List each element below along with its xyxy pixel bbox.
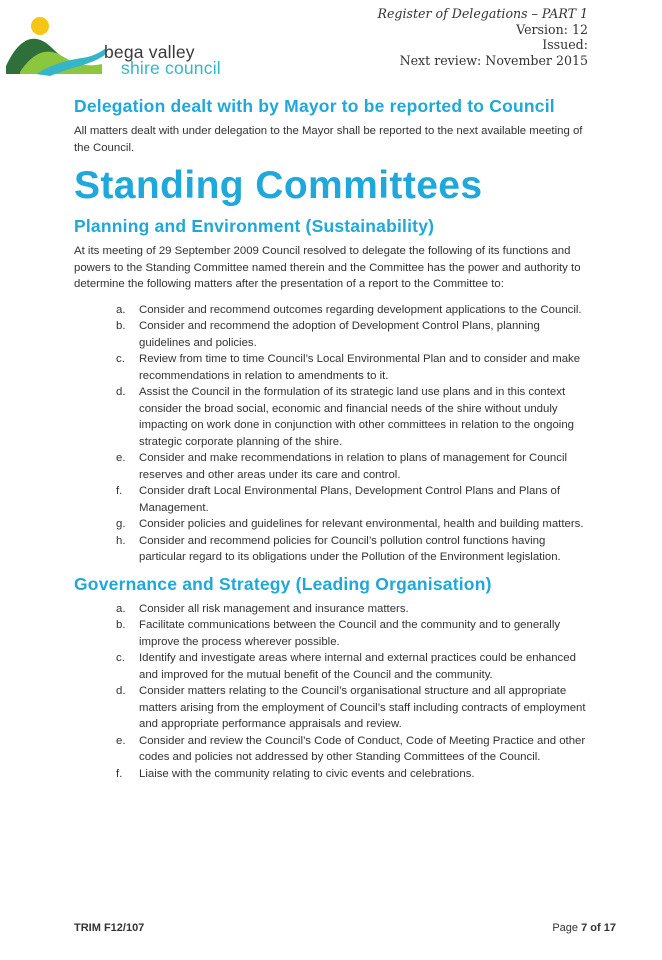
list-item-text: Consider all risk management and insurance matters.	[139, 602, 409, 615]
list-marker: a.	[116, 602, 126, 615]
page-current: 7	[581, 922, 588, 934]
list-item-text: Facilitate communications between the Council and the community and to generally improve the process wherever possible.	[139, 619, 561, 648]
list-item-text: Consider policies and guidelines for relevant environmental, health and building matters.	[139, 518, 584, 530]
list-item-text: Consider draft Local Environmental Plans, Development Control Plans and Plans of Management.	[139, 485, 561, 514]
list-marker: f.	[116, 485, 123, 497]
list-item	[74, 450, 594, 483]
list-marker: b.	[116, 619, 126, 631]
issued-label: Issued:	[542, 37, 588, 52]
trim-reference: TRIM F12/107	[74, 922, 145, 934]
list-item	[74, 302, 594, 319]
page-total: 17	[603, 922, 616, 934]
list-item	[74, 533, 594, 566]
list-item	[74, 766, 594, 783]
list-item	[74, 683, 594, 733]
logo-hills-icon	[6, 14, 106, 76]
page-of: of	[590, 922, 601, 934]
document-meta	[377, 6, 588, 68]
page-number	[552, 922, 616, 934]
list-item	[74, 351, 594, 384]
list-marker: d.	[116, 685, 126, 697]
mayor-paragraph: All matters dealt with under delegation to the Mayor shall be reported to the next available meeting of the Council.	[74, 125, 583, 154]
logo-text-line1: bega valley	[104, 42, 195, 62]
mayor-heading: Delegation dealt with by Mayor to be reported to Council	[74, 96, 555, 116]
list-item-text: Identify and investigate areas where internal and external practices could be enhanced and improved for the mutual benefit of the Council and the community.	[139, 652, 576, 681]
version-label: Version: 12	[516, 21, 588, 37]
planning-list	[74, 302, 594, 566]
list-item-text: Assist the Council in the formulation of its strategic land use plans and in this context consider the broad social, economic and financial needs of the shire without unduly impacting on work done in conjunction with other committees in relation to the ongoing strategic corporate planning of the shire.	[139, 386, 574, 448]
standing-committees-title: Standing Committees	[74, 164, 483, 207]
page-prefix: Page	[552, 922, 579, 934]
list-item	[74, 384, 594, 450]
list-item	[74, 733, 594, 766]
next-review-label: Next review: November 2015	[399, 52, 588, 68]
list-marker: c.	[116, 652, 125, 664]
list-marker: d.	[116, 386, 126, 398]
list-item	[74, 483, 594, 516]
list-item-text: Consider and recommend the adoption of Development Control Plans, planning guidelines and policies.	[139, 320, 540, 349]
governance-list	[74, 601, 594, 783]
list-item	[74, 318, 594, 351]
main-content	[74, 96, 594, 782]
list-item	[74, 516, 594, 533]
register-title: Register of Delegations – PART 1	[377, 6, 588, 21]
list-item	[74, 650, 594, 683]
list-item-text: Consider and recommend policies for Council’s pollution control functions having particular regard to its obligations under the Pollution of the Environment legislation.	[139, 534, 561, 563]
list-item-text: Consider and make recommendations in relation to plans of management for Council reserves and other areas under its care and control.	[139, 452, 568, 481]
list-item-text: Consider and recommend outcomes regarding development applications to the Council.	[139, 303, 582, 316]
planning-heading: Planning and Environment (Sustainability)	[74, 216, 435, 236]
list-item-text: Consider matters relating to the Council’s organisational structure and all appropriate matters arising from the employment of Council’s staff including contracts of employment and appropriate performance appraisals and review.	[139, 685, 586, 730]
list-marker: g.	[116, 518, 126, 530]
list-marker: h.	[116, 534, 126, 547]
list-item	[74, 617, 594, 650]
list-item-text: Review from time to time Council’s Local Environmental Plan and to consider and make recommendations in relation to amendments to it.	[139, 353, 581, 382]
list-item-text: Consider and review the Council’s Code of Conduct, Code of Meeting Practice and other codes and policies not addressed by other Standing Committees of the Council.	[139, 734, 586, 763]
list-marker: a.	[116, 303, 126, 316]
list-item-text: Liaise with the community relating to civic events and celebrations.	[139, 767, 475, 780]
list-item	[74, 601, 594, 618]
list-marker: e.	[116, 452, 126, 464]
planning-intro: At its meeting of 29 September 2009 Council resolved to delegate the following of its functions and powers to the Standing Committee named therein and the Committee has the power and authority to determine the following matters after the presentation of a report to the Committee to:	[74, 245, 581, 290]
governance-heading: Governance and Strategy (Leading Organisation)	[74, 573, 492, 594]
council-logo	[6, 14, 246, 76]
list-marker: f.	[116, 767, 123, 780]
logo-text-line2: shire council	[121, 58, 221, 78]
list-marker: e.	[116, 734, 126, 747]
list-marker: c.	[116, 353, 125, 365]
list-marker: b.	[116, 320, 126, 332]
